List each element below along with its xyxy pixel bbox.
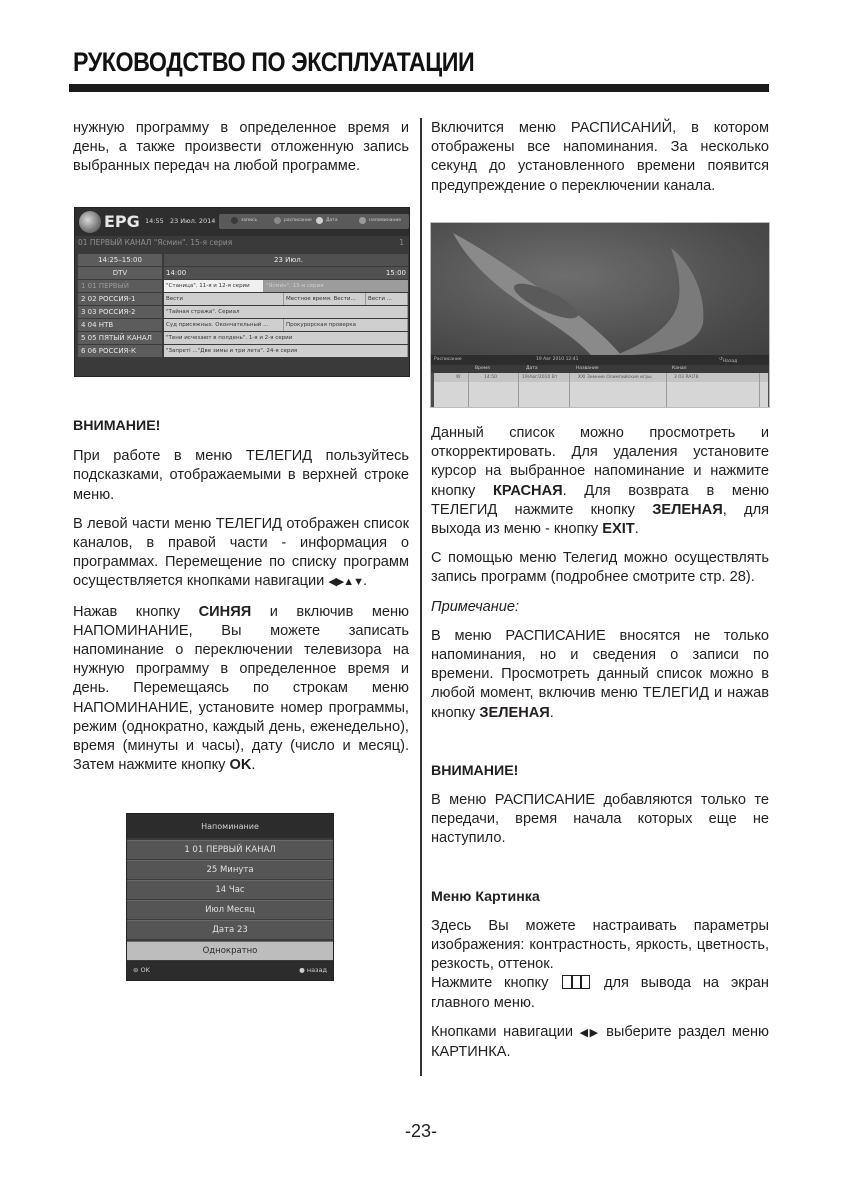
ok-key-label: OK bbox=[229, 757, 252, 774]
hint-record: запись bbox=[231, 217, 257, 224]
yellow-button-icon bbox=[316, 217, 323, 224]
sturgeon-photo bbox=[431, 223, 769, 355]
intro-text: нужную программу в определенное время и день, а также произвести отложенную запись выбранных передач на любой программе. bbox=[73, 120, 409, 175]
reminder-month-item[interactable]: Июл Месяц bbox=[127, 900, 333, 919]
hint-date: Дата bbox=[316, 217, 338, 224]
left-attention-block bbox=[73, 417, 409, 775]
epg-timescale-row bbox=[78, 267, 408, 280]
picture-menu-heading: Меню Картинка bbox=[431, 888, 540, 905]
channel-name[interactable]: 4 04 НТВ bbox=[78, 319, 162, 331]
channel-name[interactable]: 3 03 РОССИЯ-2 bbox=[78, 306, 162, 318]
clock-globe-icon bbox=[79, 211, 101, 233]
channel-name[interactable]: 5 05 ПЯТЫЙ КАНАЛ bbox=[78, 332, 162, 344]
red-key-label: КРАСНАЯ bbox=[492, 482, 563, 499]
hint-reminder: напоминание bbox=[359, 217, 401, 224]
blue-button-icon bbox=[359, 217, 366, 224]
page-number: -23- bbox=[404, 1121, 437, 1141]
epg-date-row bbox=[78, 254, 408, 267]
ok-circle-icon: ⊜ bbox=[133, 966, 139, 974]
program-cell[interactable]: "Тени исчезают в полдень". 1-я и 2-я серии bbox=[164, 332, 408, 344]
schedule-title: Расписание bbox=[434, 357, 462, 362]
picture-description: Здесь Вы можете настраивать параметры изображения: контрастность, яркость, цветность, резкость, оттенок. bbox=[431, 917, 769, 973]
fish-illustration bbox=[431, 223, 770, 355]
schedule-table-body bbox=[434, 373, 768, 408]
epg-channel-row[interactable] bbox=[78, 306, 408, 319]
program-cell[interactable]: "Ясмин". 15-я серия bbox=[264, 280, 408, 292]
navigation-arrows-icon: ◀▶▲▼ bbox=[328, 576, 364, 589]
schedule-back[interactable]: ↺ Назад bbox=[719, 357, 738, 364]
green-key-label: ЗЕЛЕНАЯ bbox=[652, 501, 723, 518]
epg-now-playing: 01 ПЕРВЫЙ КАНАЛ "Ясмин". 15-я серия bbox=[78, 238, 233, 247]
attention-heading: ВНИМАНИЕ! bbox=[73, 418, 161, 434]
epg-channel-row[interactable] bbox=[78, 280, 408, 293]
reminder-channel-item[interactable]: 1 01 ПЕРВЫЙ КАНАЛ bbox=[127, 840, 333, 859]
epg-time-end: 15:00 bbox=[385, 269, 406, 277]
epg-time-range: 14:25–15:00 bbox=[78, 254, 162, 266]
note-label: Примечание: bbox=[431, 598, 520, 615]
left-intro-paragraph bbox=[73, 119, 409, 177]
channel-name[interactable]: 2 02 РОССИЯ-1 bbox=[78, 293, 162, 305]
left-right-arrows-icon: ◀▶ bbox=[579, 1026, 600, 1039]
schedule-table-header: Время Дата Название Канал bbox=[431, 365, 769, 373]
reminder-footer: ⊜ OK ● назад bbox=[127, 961, 333, 980]
epg-source: DTV bbox=[78, 267, 162, 279]
program-cell[interactable]: Вести ... bbox=[366, 293, 408, 305]
exit-key-label: EXIT bbox=[602, 521, 635, 538]
schedule-screenshot bbox=[430, 222, 770, 408]
epg-header-bar bbox=[75, 208, 409, 236]
page-title: РУКОВОДСТВО ПО ЭКСПЛУАТАЦИИ bbox=[73, 47, 475, 77]
red-button-icon bbox=[231, 217, 238, 224]
epg-channel-row[interactable] bbox=[78, 345, 408, 358]
epg-date: 23 Июл. 2014 bbox=[169, 217, 216, 225]
reminder-screenshot bbox=[126, 813, 334, 981]
attention-text: В меню РАСПИСАНИЕ добавляются только те передачи, время начала которых еще не наступило. bbox=[431, 792, 769, 847]
right-intro bbox=[431, 119, 769, 196]
epg-channel-row[interactable] bbox=[78, 319, 408, 332]
epg-day-header: 23 Июл. bbox=[274, 256, 303, 264]
attention-heading: ВНИМАНИЕ! bbox=[431, 762, 519, 779]
program-cell[interactable]: "Тайная стража". Сериал bbox=[164, 306, 408, 318]
menu-button-icon bbox=[562, 975, 590, 989]
program-cell[interactable]: "Запреті ..."Две зимы и три лета". 24-я серия bbox=[164, 345, 408, 357]
epg-screenshot bbox=[74, 207, 410, 377]
epg-time: 14:55 bbox=[145, 217, 164, 225]
schedule-intro: Включится меню РАСПИСАНИЙ, в котором отображены все напоминания. За несколько секунд до установленного времени появится предупреждение о переключении канала. bbox=[431, 120, 769, 194]
program-cell[interactable]: "Станица". 11-я и 12-я серии bbox=[164, 280, 264, 292]
channel-name[interactable]: 6 06 РОССИЯ-К bbox=[78, 345, 162, 357]
reminder-instructions: Нажав кнопку СИНЯЯ и включив меню НАПОМИНАНИЕ, Вы можете записать напоминание о переключении телевизора на нужную программу в определенное время и день. Перемещаясь по строкам меню НАПОМИНАНИЕ, установите номер программы, режим (однократно, каждый день, еженедельно), время (минуты и часы), дату (число и месяц). Затем нажмите кнопку OK. bbox=[73, 603, 409, 774]
green-key-label: ЗЕЛЕНАЯ bbox=[479, 704, 550, 721]
schedule-status-bar bbox=[431, 355, 769, 365]
reminder-title: Напоминание bbox=[127, 814, 333, 838]
program-cell[interactable]: Вести bbox=[164, 293, 284, 305]
hint-schedule: расписание bbox=[274, 217, 312, 224]
reminder-mode-item[interactable]: Однократно bbox=[127, 941, 333, 960]
schedule-row[interactable]: W 14:50 19/Авг/2010 Вт XXI Зимние Олимпийские игры 3 03 RAI78 bbox=[434, 373, 768, 382]
reminder-minute-item[interactable]: 25 Минута bbox=[127, 860, 333, 879]
title-rule bbox=[69, 84, 769, 92]
navigation-text: В левой части меню ТЕЛЕГИД отображен список каналов, в правой части - информация о программах. Перемещение по списку программ осуществляется кнопками навигации ◀▶▲▼. bbox=[73, 515, 409, 590]
epg-channel-row[interactable] bbox=[78, 332, 408, 345]
schedule-datetime: 19 Авг 2010 12:41 bbox=[536, 357, 579, 362]
record-text: С помощью меню Телегид можно осуществлять запись программ (подробнее смотрите стр. 28). bbox=[431, 550, 769, 586]
blue-key-label: СИНЯЯ bbox=[198, 603, 252, 620]
reminder-hour-item[interactable]: 14 Час bbox=[127, 880, 333, 899]
reminder-date-item[interactable]: Дата 23 bbox=[127, 920, 333, 939]
edit-instructions: Данный список можно просмотреть и откорректировать. Для удаления установите курсор на выбранное напоминание и нажмите кнопку КРАСНАЯ. Для возврата в меню ТЕЛЕГИД нажмите кнопку ЗЕЛЕНАЯ, для выхода из меню - кнопку EXIT. bbox=[431, 425, 769, 538]
column-divider bbox=[420, 118, 422, 1076]
picture-nav-text: Кнопками навигации ◀▶ выберите раздел меню КАРТИНКА. bbox=[431, 1023, 769, 1061]
epg-channel-row[interactable] bbox=[78, 293, 408, 306]
back-dot-icon: ● bbox=[299, 966, 305, 974]
attention-text: При работе в меню ТЕЛЕГИД пользуйтесь подсказками, отображаемыми в верхней строке меню. bbox=[73, 448, 409, 503]
epg-logo: EPG bbox=[104, 212, 140, 231]
picture-press-text: Нажмите кнопку для вывода на экран главного меню. bbox=[431, 975, 769, 1011]
epg-hint-bar bbox=[219, 214, 409, 229]
channel-name[interactable]: 1 01 ПЕРВЫЙ bbox=[78, 280, 162, 292]
green-button-icon bbox=[274, 217, 281, 224]
note-text: В меню РАСПИСАНИЕ вносятся не только напоминания, но и сведения о записи по времени. Просмотреть данный список можно в любой момент, включив меню ТЕЛЕГИД и нажав кнопку ЗЕЛЕНАЯ. bbox=[431, 627, 769, 721]
epg-datetime bbox=[145, 217, 215, 225]
epg-time-start: 14:00 bbox=[166, 269, 187, 277]
program-cell[interactable]: Прокурорская проверка bbox=[284, 319, 408, 331]
program-cell[interactable]: Суд присяжных. Окончательный ... bbox=[164, 319, 284, 331]
program-cell[interactable]: Местное время. Вести... bbox=[284, 293, 366, 305]
right-main-text bbox=[431, 424, 769, 1062]
epg-now-number: 1 bbox=[399, 238, 404, 247]
